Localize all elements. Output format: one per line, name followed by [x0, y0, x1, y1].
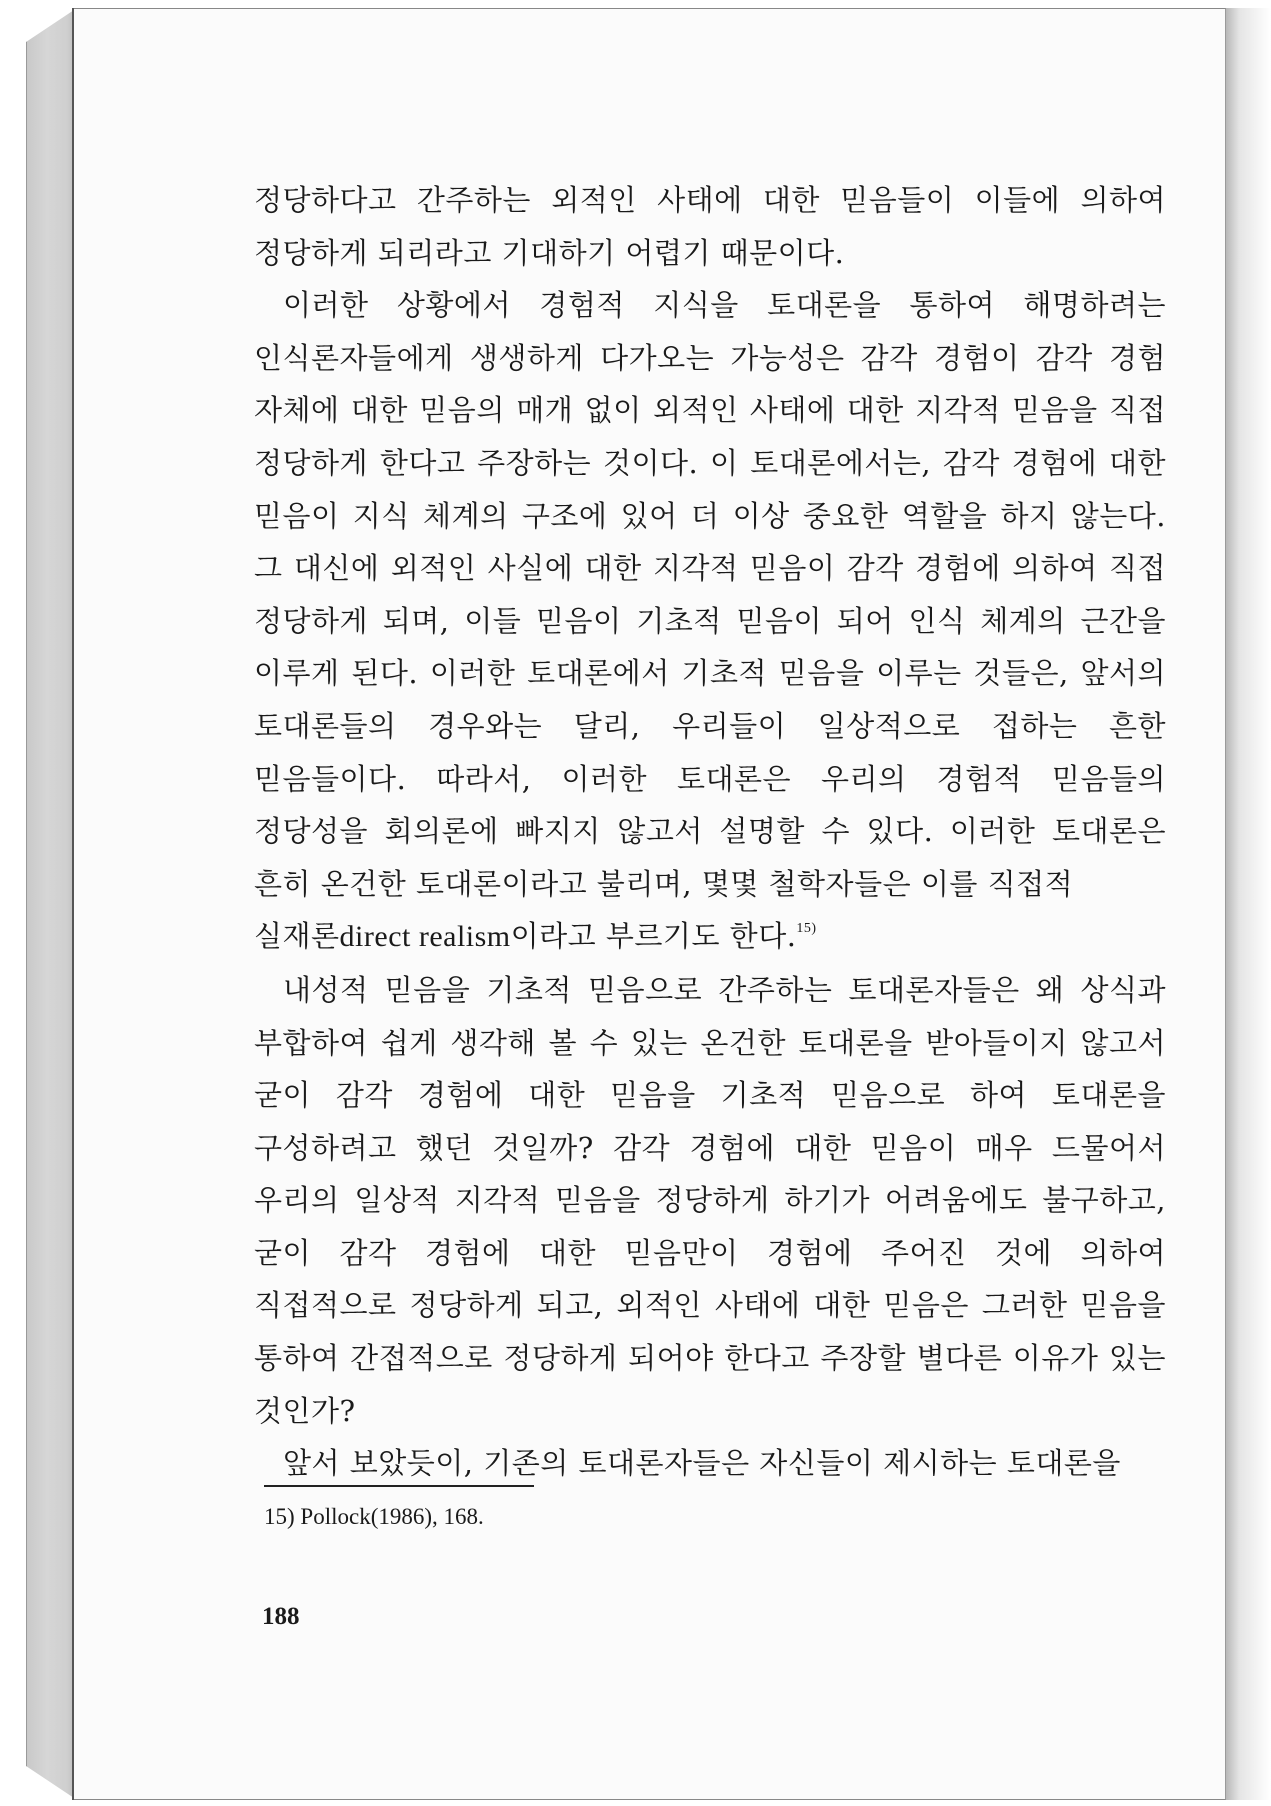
paragraph-question: 내성적 믿음을 기초적 믿음으로 간주하는 토대론자들은 왜 상식과 부합하여 쉽게 생각해 볼 수 있는 온건한 토대론을 받아들이지 않고서 굳이 감각 경험에 대한 믿음을 기초적 믿음으로 하여 토대론을 구성하려고 했던 것일까? 감각 경험에 대한 믿음이 매우 드물어서 우리의 일상적 지각적 믿음을 정당하게 하기가 어려움에도 불구하고, 굳이 감각 경험에 대한 믿음만이 경험에 주어진 것에 의하여 직접적으로 정당하게 되고, 외적인 사태에 대한 믿음은 그러한 믿음을 통하여 간접적으로 정당하게 되어야 한다고 주장할 별다른 이유가 있는 것인가? [254, 972, 1166, 1428]
page-stack-edge [26, 8, 77, 1800]
term-prefix: 실재론 [254, 919, 340, 954]
footnote-15: 15) Pollock(1986), 168. [264, 1504, 484, 1529]
page-shadow [1226, 8, 1271, 1800]
paragraph-text: 이러한 상황에서 경험적 지식을 토대론을 통하여 해명하려는 인식론자들에게 생생하게 다가오는 가능성은 감각 경험이 감각 경험 자체에 대한 믿음의 매개 없이 외적인 사태에 대한 지각적 믿음을 직접 정당하게 한다고 주장하는 것이다. 이 토대론에서는, 감각 경험에 대한 믿음이 지식 체계의 구조에 있어 더 이상 중요한 역할을 하지 않는다. 그 대신에 외적인 사실에 대한 지각적 믿음이 감각 경험에 의하여 직접 정당하게 되며, 이들 믿음이 기초적 믿음이 되어 인식 체계의 근간을 이루게 된다. 이러한 토대론에서 기초적 믿음을 이루는 것들은, 앞서의 토대론들의 경우와는 달리, 우리들이 일상적으로 접하는 흔한 믿음들이다. 따라서, 이러한 토대론은 우리의 경험적 믿음들의 정당성을 회의론에 빠지지 않고서 설명할 수 있다. 이러한 토대론은 흔히 온건한 토대론이라고 불리며, 몇몇 철학자들은 이를 직접적 [254, 288, 1166, 901]
paragraph-direct-realism [254, 279, 1166, 964]
paragraph-continued: 정당하다고 간주하는 외적인 사태에 대한 믿음들이 이들에 의하여 정당하게 되리라고 기대하기 어렵기 때문이다. [254, 183, 1166, 270]
page-number: 188 [262, 1603, 300, 1630]
paragraph-final: 앞서 보았듯이, 기존의 토대론자들은 자신들이 제시하는 토대론을 [283, 1446, 1121, 1481]
term-suffix: 이라고 부르기도 한다. [510, 919, 797, 954]
footnote-divider [264, 1485, 534, 1487]
footnote-reference[interactable]: 15) [796, 921, 817, 937]
body-text [254, 174, 1166, 1490]
term-direct-realism: direct realism [339, 920, 511, 954]
book-page [74, 8, 1226, 1800]
